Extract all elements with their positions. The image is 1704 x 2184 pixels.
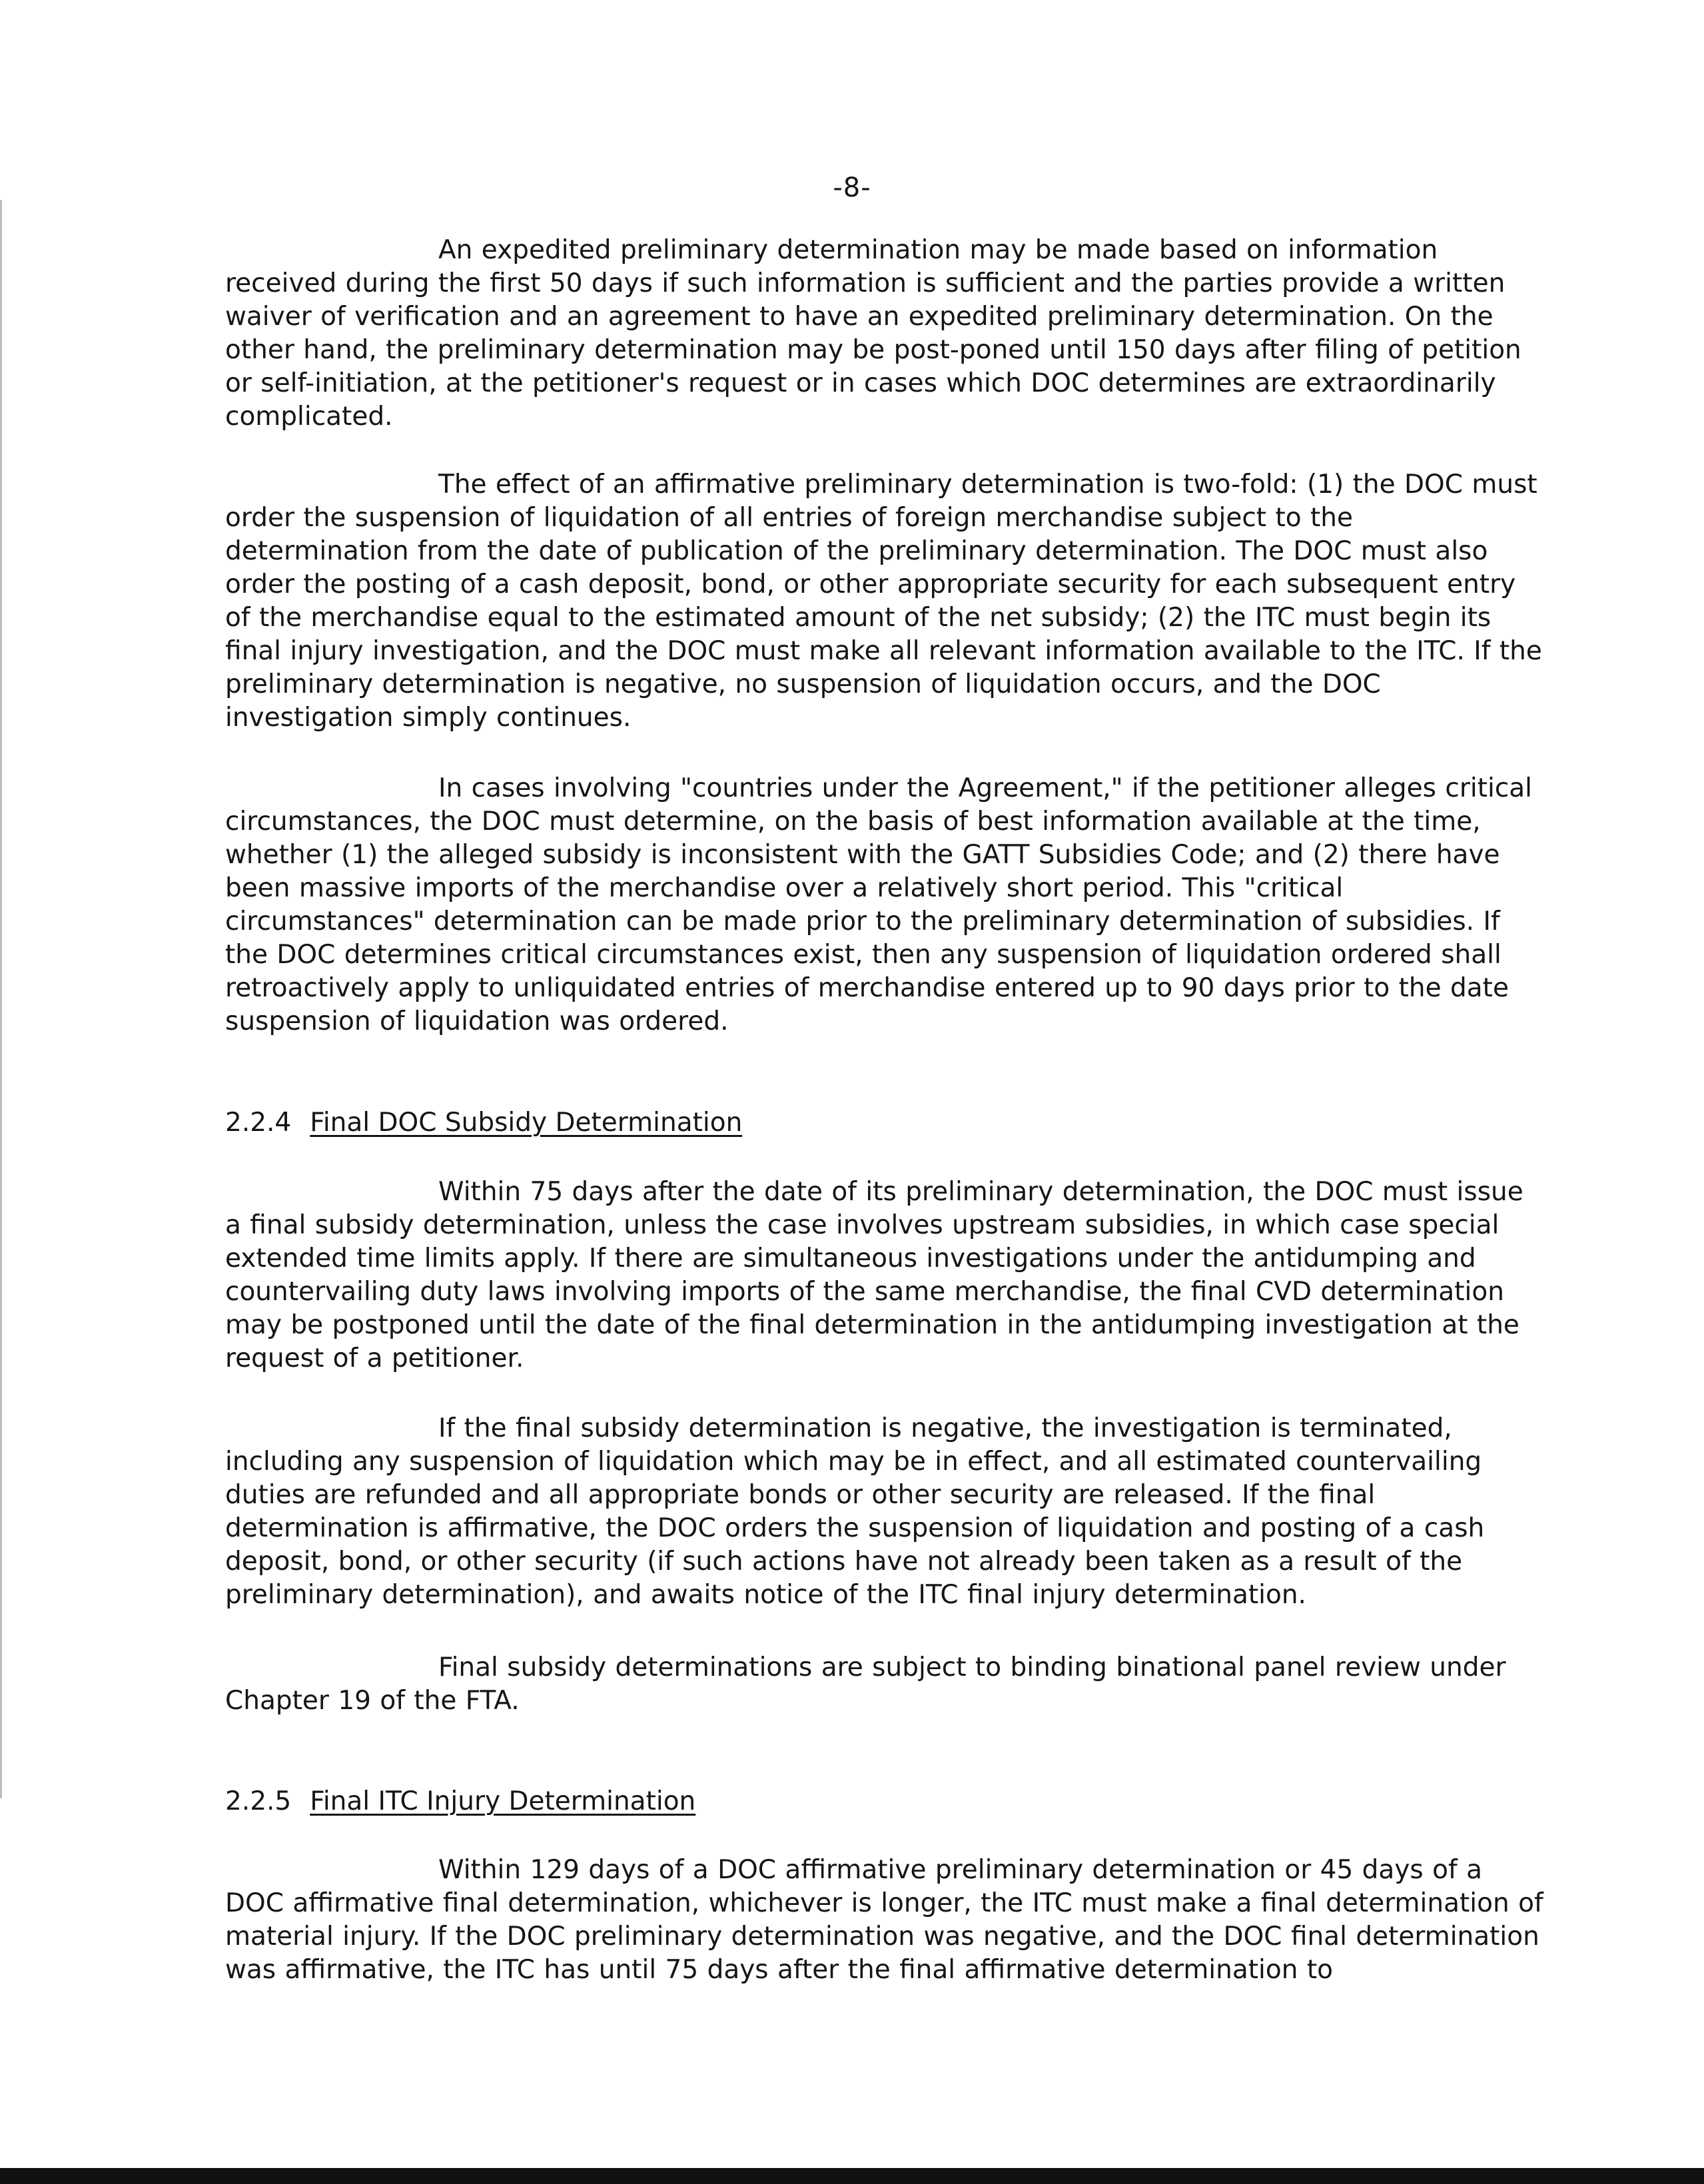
paragraph-critical-circumstances: In cases involving "countries under the Agreement," if the petitioner alleges critical circumstances, the DOC must determine, on the basis of best information available at the time, whether (1) the alleged subsidy is inconsistent with the GATT Subsidies Code; and (2) there have been massive imports of the merchandise over a relatively short period. This "critical circumstances" determination can be made prior to the preliminary determination of subsidies. If the DOC determines critical circumstances exist, then any suspension of liquidation ordered shall retroactively apply to unliquidated entries of merchandise entered up to 90 days prior to the date suspension of liquidation was ordered. bbox=[225, 773, 1533, 1036]
scan-bottom-border bbox=[0, 2168, 1704, 2184]
scan-edge-shadow bbox=[0, 200, 2, 1798]
paragraph-expedited-preliminary: An expedited preliminary determination may be made based on information received during the first 50 days if such information is sufficient and the parties provide a written waiver of verification and an agreement to have an expedited preliminary determination. On the other hand, the preliminary determination may be post-poned until 150 days after filing of petition or self-initiation, at the petitioner's request or in cases which DOC determines are extraordinarily complicated. bbox=[225, 235, 1521, 432]
paragraph-final-negative-affirmative: If the final subsidy determination is negative, the investigation is terminated, including any suspension of liquidation which may be in effect, and all estimated countervailing duties are refunded and all appropriate bonds or other security are released. If the final determination is affirmative, the DOC orders the suspension of liquidation and posting of a cash deposit, bond, or other security (if such actions have not already been taken as a result of the preliminary determination), and awaits notice of the ITC final injury determination. bbox=[225, 1413, 1485, 1610]
paragraph-itc-injury-timing: Within 129 days of a DOC affirmative preliminary determination or 45 days of a DOC affirmative final determination, whichever is longer, the ITC must make a final determination of material injury. If the DOC preliminary determination was negative, and the DOC final determination was affirmative, the ITC has until 75 days after the final affirmative determination to bbox=[225, 1855, 1543, 1985]
page-number: -8- bbox=[833, 173, 871, 203]
paragraph-affirmative-effect: The effect of an affirmative preliminary determination is two-fold: (1) the DOC must order the suspension of liquidation of all entries of foreign merchandise subject to the determination from the date of publication of the preliminary determination. The DOC must also order the posting of a cash deposit, bond, or other appropriate security for each subsequent entry of the merchandise equal to the estimated amount of the net subsidy; (2) the ITC must begin its final injury investigation, and the DOC must make all relevant information available to the ITC. If the preliminary determination is negative, no suspension of liquidation occurs, and the DOC investigation simply continues. bbox=[225, 470, 1542, 733]
section-number: 2.2.5 bbox=[225, 1786, 292, 1816]
section-title: Final ITC Injury Determination bbox=[310, 1786, 696, 1816]
section-heading-2-2-5 bbox=[225, 1785, 695, 1818]
paragraph-final-subsidy-timing: Within 75 days after the date of its preliminary determination, the DOC must issue a final subsidy determination, unless the case involves upstream subsidies, in which case special extended time limits apply. If there are simultaneous investigations under the antidumping and countervailing duty laws involving imports of the same merchandise, the final CVD determination may be postponed until the date of the final determination in the antidumping investigation at the request of a petitioner. bbox=[225, 1177, 1523, 1373]
paragraph-binational-review: Final subsidy determinations are subject to binding binational panel review under Chapter 19 of the FTA. bbox=[225, 1652, 1506, 1716]
section-title: Final DOC Subsidy Determination bbox=[310, 1108, 743, 1138]
section-heading-2-2-4 bbox=[225, 1106, 742, 1140]
section-number: 2.2.4 bbox=[225, 1108, 292, 1138]
